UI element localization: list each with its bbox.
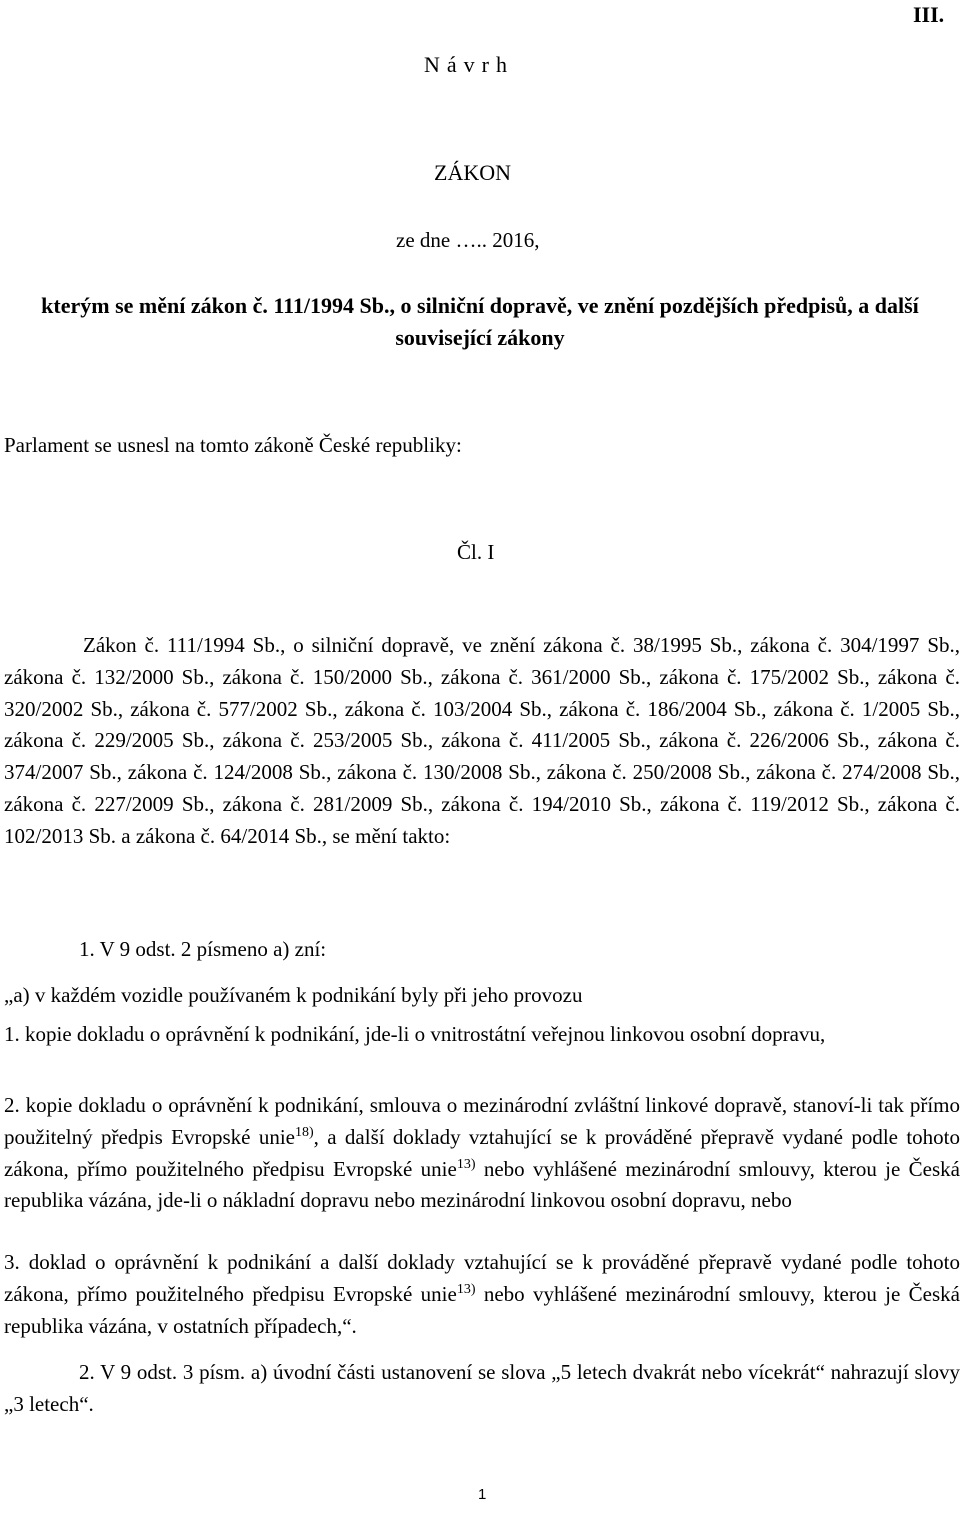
- roman-numeral: III.: [913, 2, 945, 27]
- list-item-3: [4, 1247, 960, 1342]
- list-item-2-text-a: 2. kopie dokladu o oprávnění k podnikání, smlouva o mezinárodní zvláštní linkové dopravě, stanoví-li tak přímo použitelný předpis Evropské unie: [4, 1093, 960, 1149]
- date-line: ze dne ….. 2016,: [396, 228, 540, 252]
- list-item-2-text-b: , a další doklady vztahující se k prováděné přepravě vydané podle tohoto zákona, přímo použitelného předpisu Evropské unie: [4, 1124, 960, 1181]
- draft-label: Návrh: [424, 52, 514, 77]
- page-number: 1: [478, 1486, 487, 1503]
- point-2: 2. V 9 odst. 3 písm. a) úvodní části ustanovení se slova „5 letech dvakrát nebo vícekrát“ nahrazují slovy „3 letech“.: [4, 1360, 960, 1416]
- footnote-ref: 13): [456, 1156, 476, 1172]
- article-intro: Zákon č. 111/1994 Sb., o silniční dopravě, ve znění zákona č. 38/1995 Sb., zákona č. 304/1997 Sb., zákona č. 132/2000 Sb., zákona č. 150/2000 Sb., zákona č. 361/2000 Sb., zákona č. 175/2002 Sb., zákona č. 320/2002 Sb., zákona č. 577/2002 Sb., zákona č. 103/2004 Sb., zákona č. 186/2004 Sb., zákona č. 1/2005 Sb., zákona č. 229/2005 Sb., zákona č. 253/2005 Sb., zákona č. 411/2005 Sb., zákona č. 226/2006 Sb., zákona č. 374/2007 Sb., zákona č. 124/2008 Sb., zákona č. 130/2008 Sb., zákona č. 250/2008 Sb., zákona č. 274/2008 Sb., zákona č. 227/2009 Sb., zákona č. 281/2009 Sb., zákona č. 194/2010 Sb., zákona č. 119/2012 Sb., zákona č. 102/2013 Sb. a zákona č. 64/2014 Sb., se mění takto:: [4, 633, 960, 848]
- list-item-3-text-b: nebo vyhlášené mezinárodní smlouvy, kterou je Česká republika vázána, v ostatních případech,“.: [4, 1281, 960, 1338]
- list-item-1: 1. kopie dokladu o oprávnění k podnikání, jde-li o vnitrostátní veřejnou linkovou osobní dopravu,: [4, 1022, 826, 1046]
- list-item-2: [4, 1090, 960, 1217]
- list-item-3-text-a: 3. doklad o oprávnění k podnikání a další doklady vztahující se k prováděné přepravě vydané podle tohoto zákona, přímo použitelného předpisu Evropské unie: [4, 1250, 960, 1306]
- law-subject: kterým se mění zákon č. 111/1994 Sb., o silniční dopravě, ve znění pozdějších předpisů, a další související zákony: [41, 293, 919, 350]
- point-1-letter-a: „a) v každém vozidle používaném k podnikání byly při jeho provozu: [4, 983, 583, 1007]
- article-label: Čl. I: [457, 540, 495, 564]
- point-1-heading: 1. V 9 odst. 2 písmeno a) zní:: [79, 937, 327, 961]
- list-item-2-text-c: nebo vyhlášené mezinárodní smlouvy, kterou je Česká republika vázána, jde-li o nákladní dopravu nebo mezinárodní linkovou osobní dopravu, nebo: [4, 1156, 960, 1213]
- footnote-ref: 13): [456, 1281, 476, 1297]
- footnote-ref: 18): [294, 1124, 314, 1140]
- preamble: Parlament se usnesl na tomto zákoně České republiky:: [4, 433, 462, 457]
- document-title: ZÁKON: [434, 160, 511, 185]
